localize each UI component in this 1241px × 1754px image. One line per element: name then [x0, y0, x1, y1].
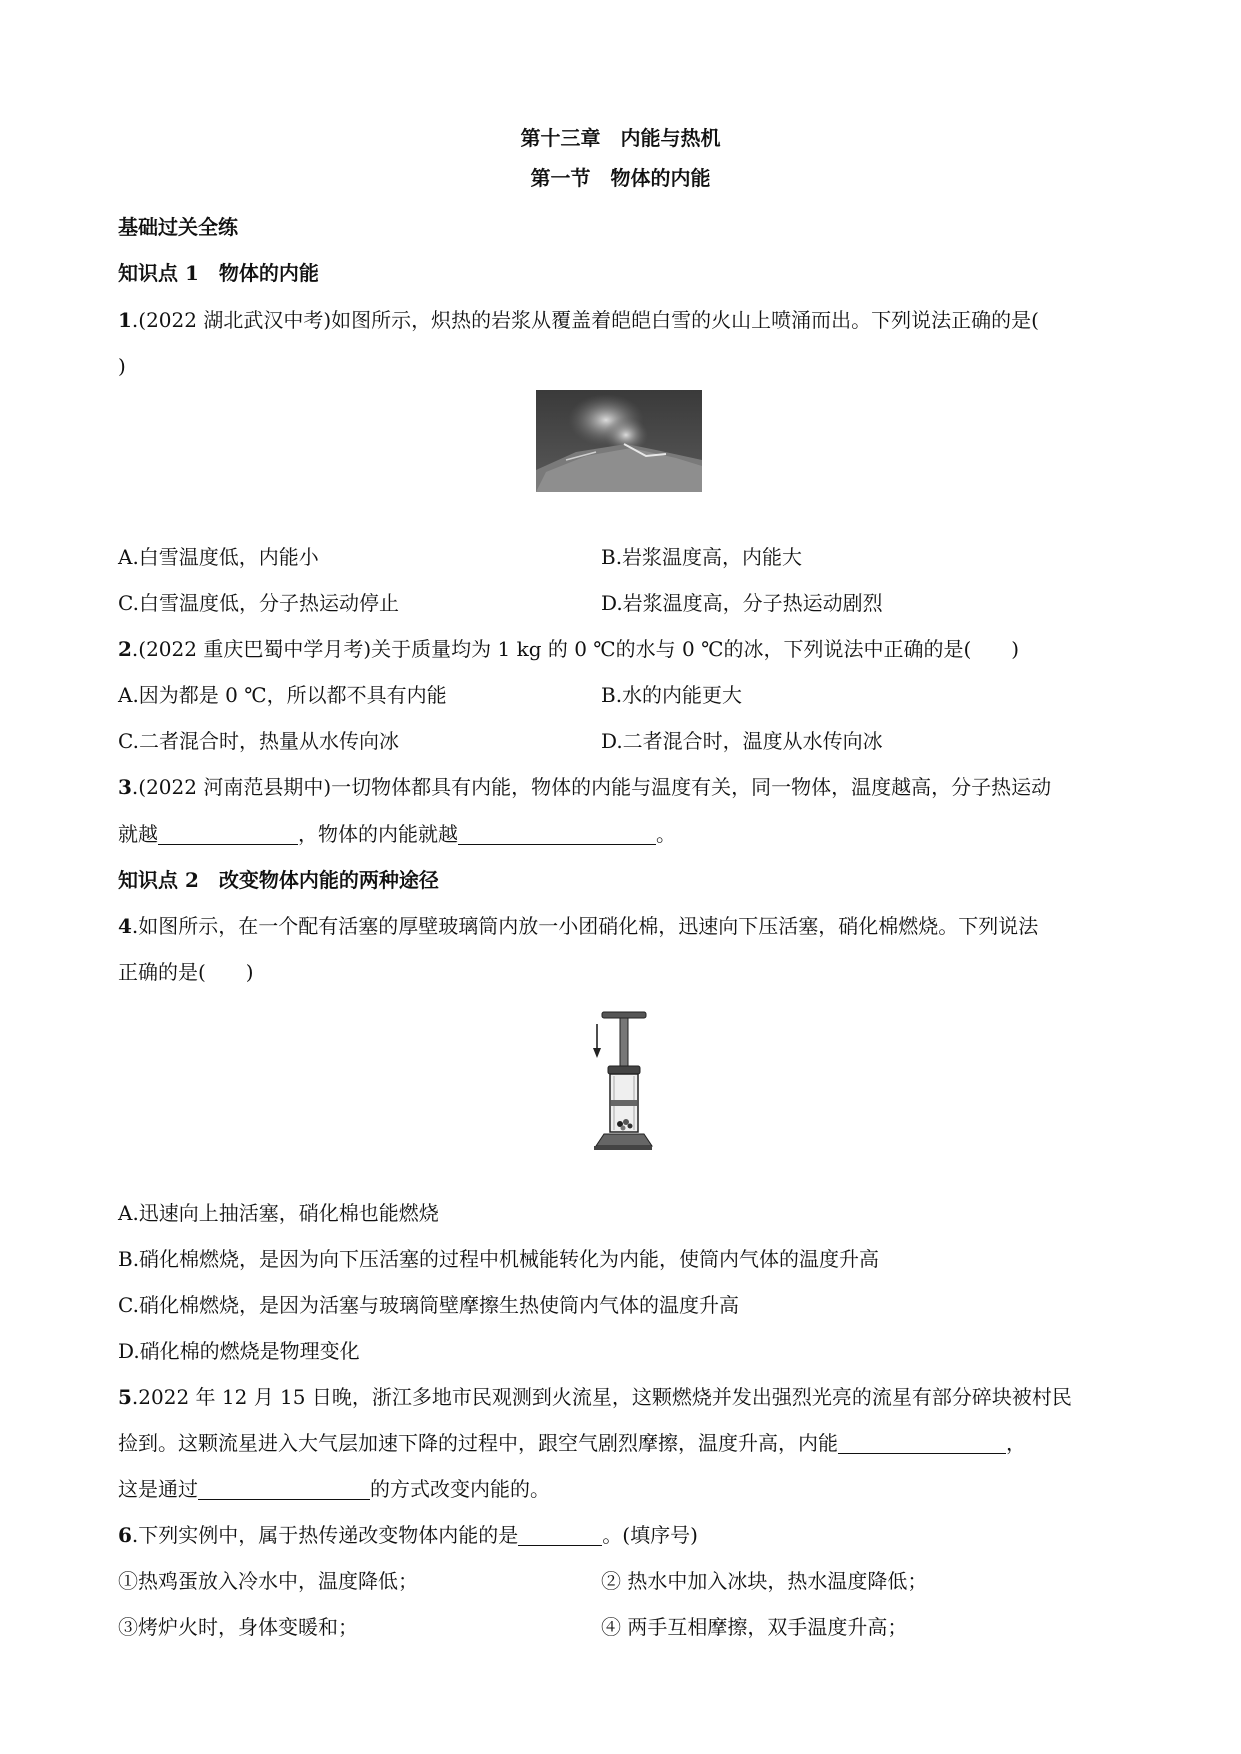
- question-5-blank-1[interactable]: [838, 1433, 1006, 1454]
- question-2-text: .(2022 重庆巴蜀中学月考)关于质量均为 1 kg 的 0 ℃的水与 0 ℃的冰，下列说法中正确的是( ): [131, 637, 1020, 661]
- volcano-photo: [536, 390, 702, 492]
- knowledge-point-2: 知识点 2 改变物体内能的两种途径: [118, 868, 439, 892]
- question-5-blank-2[interactable]: [198, 1479, 370, 1500]
- question-4-option-a: A.迅速向上抽活塞，硝化棉也能燃烧: [118, 1201, 439, 1225]
- question-1-option-b: B.岩浆温度高，内能大: [601, 545, 803, 569]
- question-6-item-2: ② 热水中加入冰块，热水温度降低；: [601, 1569, 928, 1593]
- question-2-option-c: C.二者混合时，热量从水传向冰: [118, 729, 399, 753]
- question-1-option-c: C.白雪温度低，分子热运动停止: [118, 591, 399, 615]
- question-4-option-b: B.硝化棉燃烧，是因为向下压活塞的过程中机械能转化为内能，使筒内气体的温度升高: [118, 1247, 880, 1271]
- question-4-option-c: C.硝化棉燃烧，是因为活塞与玻璃筒壁摩擦生热使筒内气体的温度升高: [118, 1293, 739, 1317]
- question-1-number: 1: [118, 308, 132, 332]
- question-3-line-2: 就越 ，物体的内能就越 。: [118, 822, 676, 846]
- question-4-text: .如图所示，在一个配有活塞的厚壁玻璃筒内放一小团硝化棉，迅速向下压活塞，硝化棉燃烧。下列说法: [131, 914, 1039, 938]
- question-6-item-3: ③烤炉火时，身体变暖和；: [118, 1615, 358, 1639]
- question-4-number: 4: [118, 914, 132, 938]
- question-5-stem: [118, 1383, 1072, 1411]
- question-5-line-2: 捡到。这颗流星进入大气层加速下降的过程中，跟空气剧烈摩擦，温度升高，内能 ，: [118, 1431, 1026, 1455]
- question-1-text: .(2022 湖北武汉中考)如图所示，炽热的岩浆从覆盖着皑皑白雪的火山上喷涌而出。下列说法正确的是(: [131, 308, 1039, 332]
- question-3-stem: [118, 773, 1051, 801]
- question-6-blank[interactable]: [518, 1525, 602, 1546]
- question-1-option-a: A.白雪温度低，内能小: [118, 545, 319, 569]
- question-1-option-d: D.岩浆温度高，分子热运动剧烈: [601, 591, 883, 615]
- question-5-text: .2022 年 12 月 15 日晚，浙江多地市民观测到火流星，这颗燃烧并发出强烈光亮的流星有部分碎块被村民: [131, 1385, 1072, 1409]
- piston-apparatus-figure: [590, 1002, 654, 1152]
- question-6-item-4: ④ 两手互相摩擦，双手温度升高；: [601, 1615, 908, 1639]
- question-4-stem: [118, 912, 1038, 940]
- question-6-number: 6: [118, 1523, 132, 1547]
- question-4-bracket-line: 正确的是( ): [118, 960, 254, 984]
- question-3-text: .(2022 河南范县期中)一切物体都具有内能，物体的内能与温度有关，同一物体，温度越高，分子热运动: [131, 775, 1052, 799]
- question-2-stem: [118, 635, 1019, 663]
- question-1-bracket: ): [118, 354, 126, 378]
- chapter-title: 第十三章 内能与热机: [520, 126, 721, 150]
- question-2-option-a: A.因为都是 0 ℃，所以都不具有内能: [118, 683, 447, 707]
- question-2-option-d: D.二者混合时，温度从水传向冰: [601, 729, 883, 753]
- question-3-number: 3: [118, 775, 132, 799]
- practice-heading: 基础过关全练: [118, 215, 238, 239]
- question-3-blank-2[interactable]: [458, 824, 656, 845]
- question-2-number: 2: [118, 637, 132, 661]
- question-5-number: 5: [118, 1385, 132, 1409]
- question-3-blank-1[interactable]: [158, 824, 298, 845]
- question-6-stem: 6.下列实例中，属于热传递改变物体内能的是 。(填序号): [118, 1523, 698, 1547]
- section-title: 第一节 物体的内能: [530, 166, 711, 190]
- question-5-line-3: 这是通过 的方式改变内能的。: [118, 1477, 550, 1501]
- question-6-item-1: ①热鸡蛋放入冷水中，温度降低；: [118, 1569, 418, 1593]
- knowledge-point-1: 知识点 1 物体的内能: [118, 261, 319, 285]
- question-1-stem: [118, 306, 1039, 334]
- question-2-option-b: B.水的内能更大: [601, 683, 743, 707]
- question-4-option-d: D.硝化棉的燃烧是物理变化: [118, 1339, 360, 1363]
